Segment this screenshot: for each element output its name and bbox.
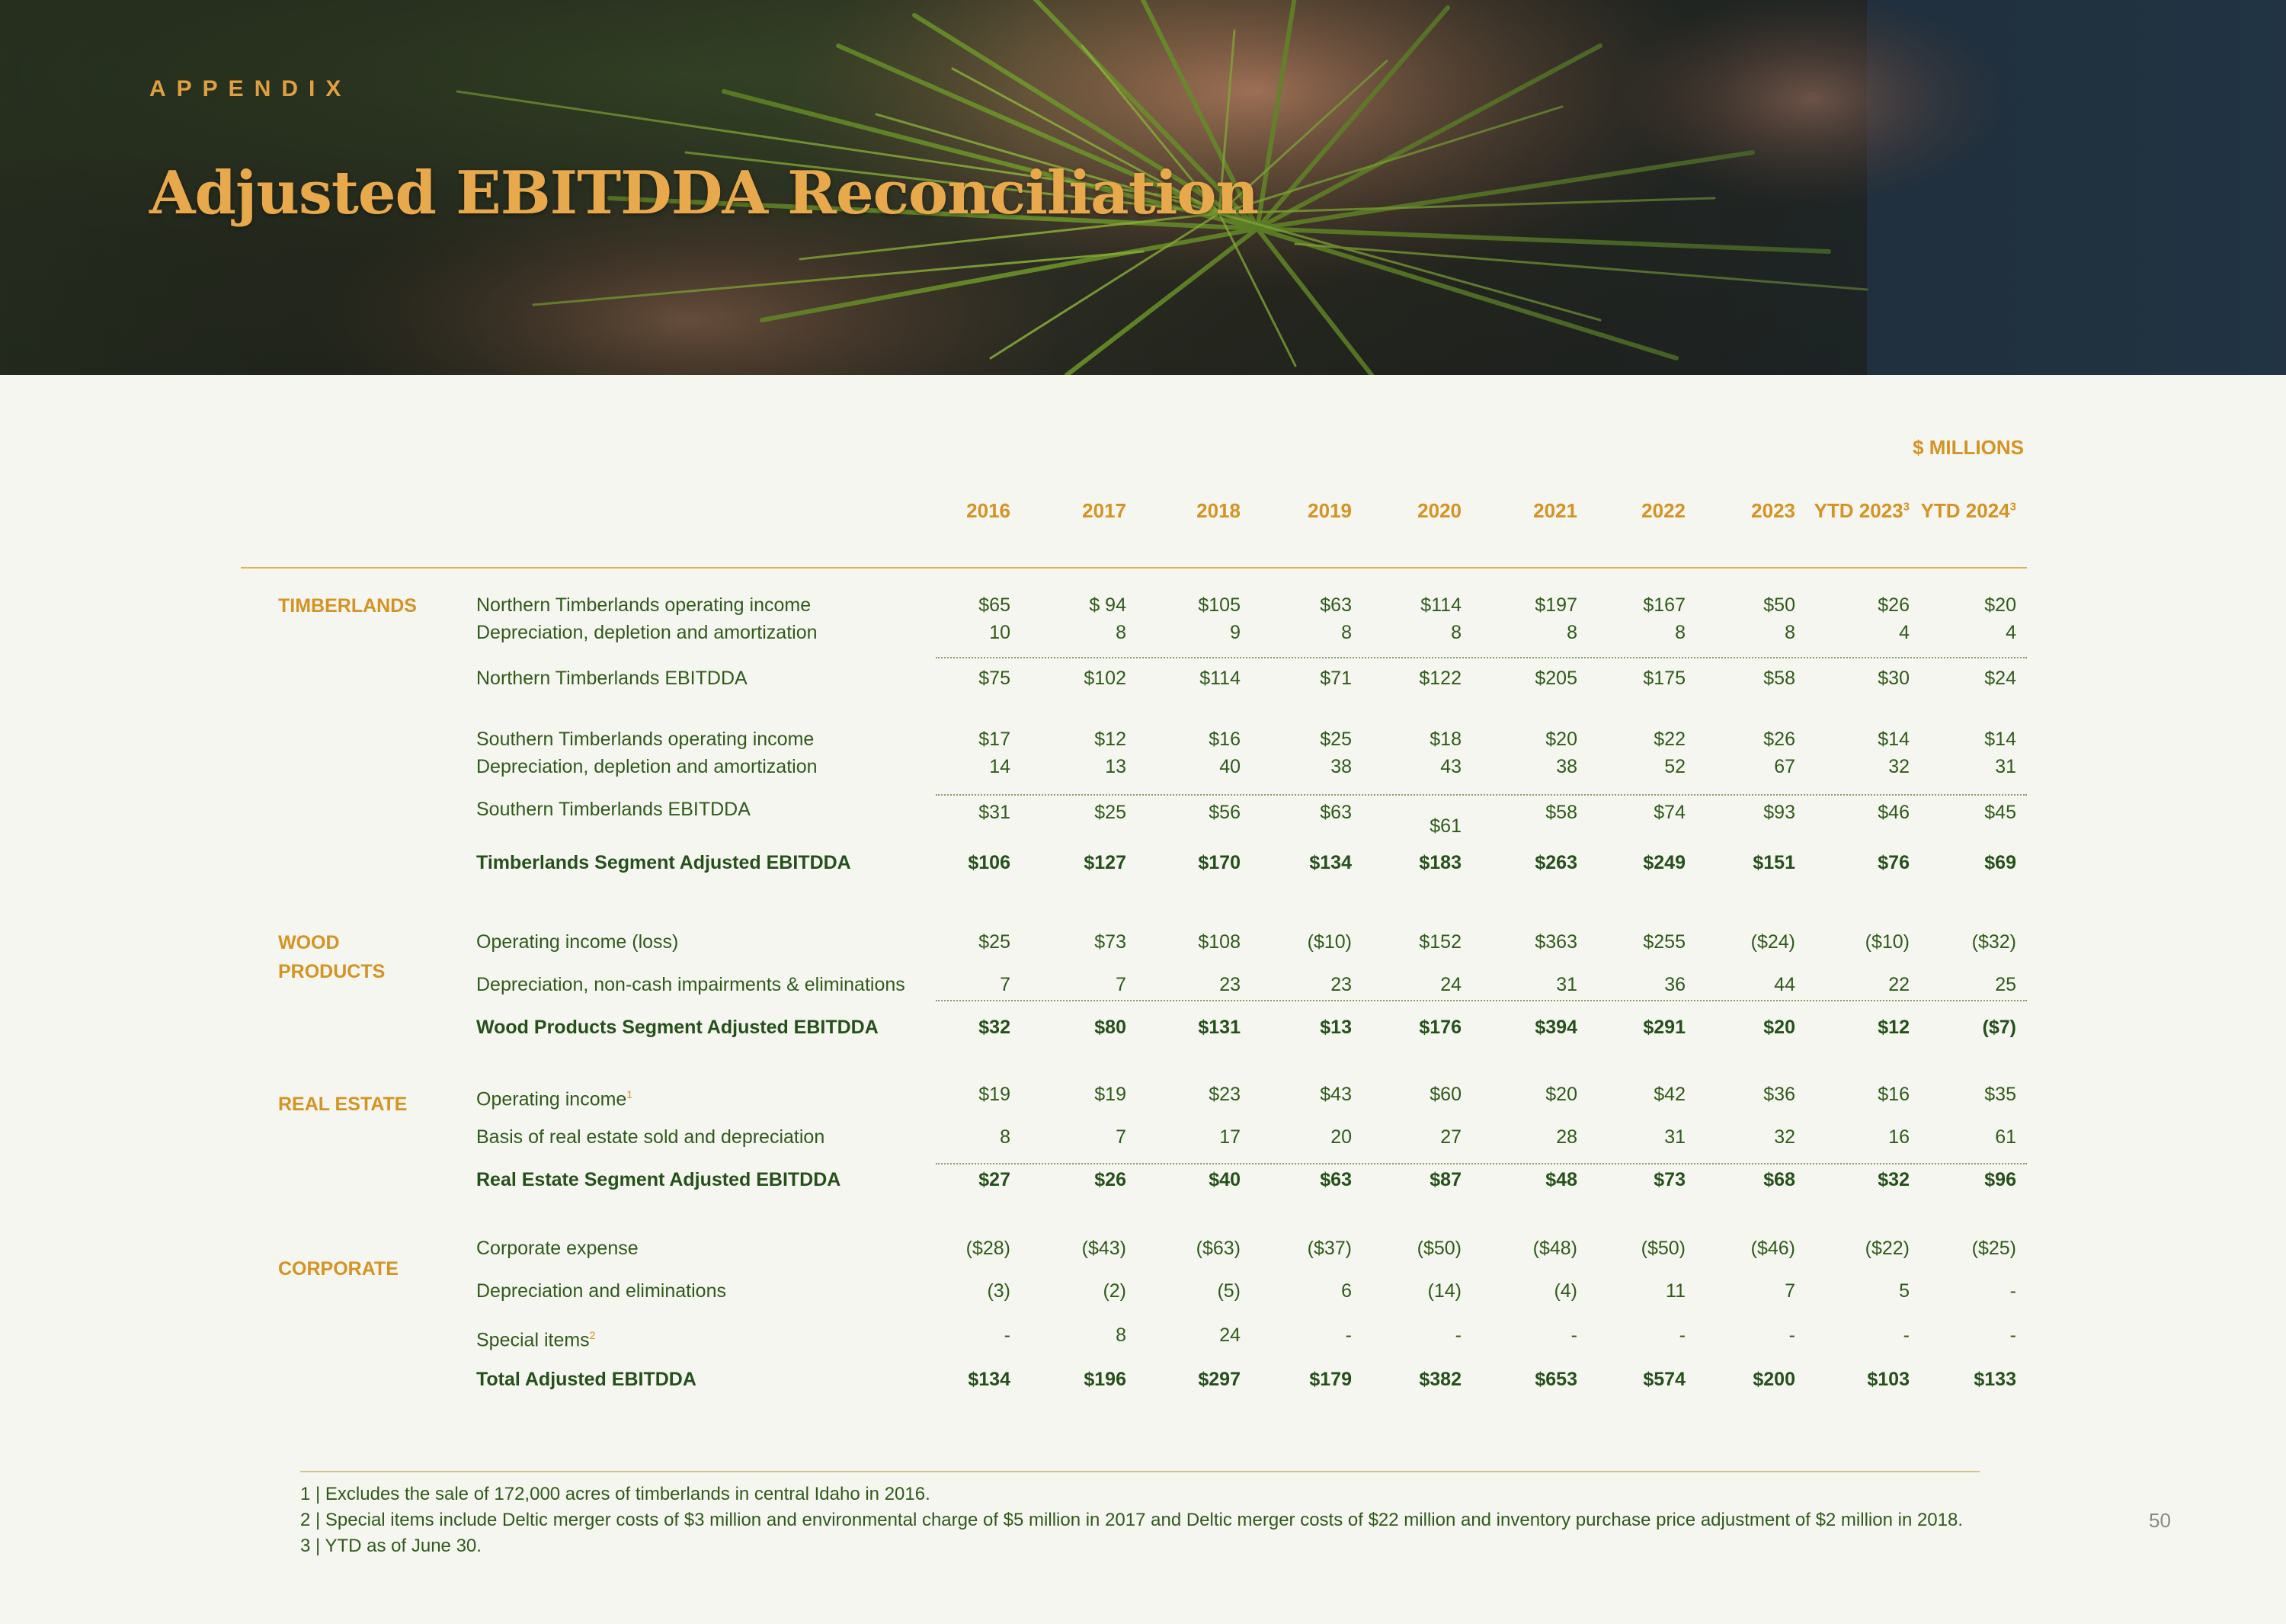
table-cell: $13 — [1320, 1017, 1352, 1038]
table-cell: $19 — [978, 1084, 1010, 1105]
table-cell: 8 — [1341, 622, 1352, 643]
table-cell: $176 — [1419, 1017, 1462, 1038]
table-cell: $43 — [1320, 1084, 1352, 1105]
header-banner — [0, 0, 2286, 375]
table-cell: $26 — [1763, 729, 1795, 750]
table-cell: $16 — [1209, 729, 1241, 750]
table-cell: (14) — [1427, 1280, 1462, 1302]
table-cell: 7 — [1116, 1126, 1126, 1148]
table-cell: $63 — [1320, 594, 1352, 616]
table-cell: $17 — [978, 729, 1010, 750]
year-header: 2022 — [1641, 499, 1686, 522]
row-label: Timberlands Segment Adjusted EBITDDA — [476, 852, 851, 873]
table-cell: $394 — [1535, 1017, 1577, 1038]
footnote: 1 | Excludes the sale of 172,000 acres of timberlands in central Idaho in 2016. — [300, 1484, 930, 1504]
table-cell: 32 — [1888, 756, 1910, 777]
table-cell: $152 — [1419, 931, 1462, 953]
table-cell: ($10) — [1307, 931, 1352, 953]
table-cell: 8 — [1116, 622, 1126, 643]
table-cell: 38 — [1330, 756, 1352, 777]
page-number: 50 — [2149, 1509, 2171, 1532]
table-cell: ($22) — [1865, 1238, 1910, 1259]
footnote-ref: 3 — [2009, 500, 2016, 514]
footnote-rule — [300, 1471, 1980, 1472]
footnote: 3 | YTD as of June 30. — [300, 1536, 482, 1556]
table-cell: $46 — [1878, 802, 1910, 823]
table-cell: ($25) — [1971, 1238, 2016, 1259]
table-cell: 13 — [1105, 756, 1126, 777]
table-cell: $363 — [1535, 931, 1577, 953]
footnote-ref: 1 — [626, 1088, 633, 1100]
table-cell: 44 — [1774, 974, 1795, 995]
table-cell: 4 — [2006, 622, 2016, 643]
subtotal-rule — [936, 1000, 2027, 1001]
table-cell: $68 — [1763, 1169, 1795, 1190]
row-label: Total Adjusted EBITDDA — [476, 1369, 696, 1390]
table-cell: $183 — [1419, 852, 1462, 873]
table-cell: $14 — [1984, 729, 2016, 750]
table-cell: $60 — [1430, 1084, 1462, 1105]
row-label: Northern Timberlands operating income — [476, 594, 812, 616]
table-cell: 8 — [1451, 622, 1462, 643]
row-label: Northern Timberlands EBITDDA — [476, 668, 748, 689]
section-label-corporate: CORPORATE — [278, 1258, 399, 1280]
table-cell: $22 — [1654, 729, 1686, 750]
table-cell: 24 — [1219, 1325, 1241, 1346]
table-cell: ($37) — [1307, 1238, 1352, 1259]
table-cell: $25 — [1320, 729, 1352, 750]
row-label: Depreciation and eliminations — [476, 1280, 726, 1302]
table-cell: $114 — [1420, 594, 1462, 616]
table-cell: $58 — [1763, 668, 1795, 689]
table-cell: $45 — [1984, 802, 2016, 823]
table-cell: ($50) — [1417, 1238, 1462, 1259]
row-label: Southern Timberlands operating income — [476, 729, 815, 750]
table-cell: 38 — [1556, 756, 1577, 777]
table-cell: $73 — [1094, 931, 1126, 953]
year-header: 2020 — [1417, 499, 1462, 522]
table-cell: 28 — [1556, 1126, 1577, 1148]
table-cell: 4 — [1899, 622, 1910, 643]
table-cell: $105 — [1198, 594, 1241, 616]
table-cell: $71 — [1320, 668, 1352, 689]
table-cell: $106 — [968, 852, 1010, 873]
table-cell: $151 — [1753, 852, 1795, 873]
table-cell: $653 — [1535, 1369, 1577, 1390]
table-cell: 10 — [989, 622, 1010, 643]
subtotal-rule — [936, 657, 2027, 658]
table-cell: 8 — [1785, 622, 1795, 643]
year-header: 2019 — [1308, 499, 1352, 522]
table-cell: $25 — [978, 931, 1010, 953]
row-label: Depreciation, non-cash impairments & eliminations — [476, 974, 905, 995]
footnote: 2 | Special items include Deltic merger costs of $3 million and environmental charge of $5 million in 2017 and Deltic merger costs of $22 million and inventory purchase price adjustment of $2 million in 2018. — [300, 1510, 1964, 1530]
table-cell: $255 — [1643, 931, 1686, 953]
table-cell: $16 — [1878, 1084, 1910, 1105]
table-cell: $20 — [1763, 1017, 1795, 1038]
table-cell: 40 — [1219, 756, 1241, 777]
table-cell: 31 — [1664, 1126, 1686, 1148]
year-header: 2021 — [1533, 499, 1577, 522]
year-header: 2016 — [966, 499, 1010, 522]
table-cell: $74 — [1654, 802, 1686, 823]
table-cell: $263 — [1535, 852, 1577, 873]
table-cell: $61 — [1430, 815, 1462, 837]
year-header: YTD 2024$^3$ — [1920, 499, 2016, 522]
table-cell: $40 — [1209, 1169, 1241, 1190]
table-cell: (4) — [1554, 1280, 1577, 1302]
table-cell: $249 — [1643, 852, 1686, 873]
table-cell: 8 — [1675, 622, 1686, 643]
table-cell: $179 — [1309, 1369, 1352, 1390]
row-label: Southern Timberlands EBITDDA — [476, 799, 751, 820]
table-cell: $134 — [1309, 852, 1352, 873]
table-cell: 8 — [1567, 622, 1577, 643]
table-cell: $18 — [1430, 729, 1462, 750]
table-cell: $32 — [1878, 1169, 1910, 1190]
table-cell: 36 — [1664, 974, 1686, 995]
table-cell: 52 — [1664, 756, 1686, 777]
table-cell: $87 — [1430, 1169, 1462, 1190]
footnote-ref: 2 — [589, 1329, 596, 1341]
table-cell: $42 — [1654, 1084, 1686, 1105]
table-cell: $170 — [1198, 852, 1241, 873]
table-cell: $131 — [1198, 1017, 1241, 1038]
year-header: 2023 — [1751, 499, 1795, 522]
table-cell: 14 — [989, 756, 1010, 777]
table-cell: 8 — [1000, 1126, 1010, 1148]
table-cell: ($46) — [1750, 1238, 1795, 1259]
row-label: Basis of real estate sold and depreciation — [476, 1126, 825, 1148]
table-cell: 11 — [1666, 1280, 1686, 1302]
table-cell: 20 — [1330, 1126, 1352, 1148]
table-cell: $103 — [1867, 1369, 1910, 1390]
table-cell: 17 — [1219, 1126, 1241, 1148]
table-cell: 7 — [1116, 974, 1126, 995]
table-cell: ($43) — [1081, 1238, 1126, 1259]
table-cell: $20 — [1545, 1084, 1577, 1105]
table-cell: - — [1345, 1325, 1352, 1346]
table-cell: $69 — [1984, 852, 2016, 873]
table-cell: (3) — [987, 1280, 1010, 1302]
table-cell: 27 — [1440, 1126, 1462, 1148]
table-cell: $12 — [1878, 1017, 1910, 1038]
table-cell: (5) — [1217, 1280, 1241, 1302]
table-cell: $574 — [1643, 1369, 1686, 1390]
table-cell: 32 — [1774, 1126, 1795, 1148]
table-cell: ($24) — [1750, 931, 1795, 953]
year-header: 2018 — [1196, 499, 1241, 522]
table-cell: $14 — [1878, 729, 1910, 750]
table-cell: $382 — [1419, 1369, 1462, 1390]
table-cell: $27 — [978, 1169, 1010, 1190]
table-cell: - — [1570, 1325, 1577, 1346]
row-label: Special items$^2$ — [476, 1329, 596, 1351]
table-cell: $20 — [1545, 729, 1577, 750]
table-cell: $76 — [1878, 852, 1910, 873]
table-cell: - — [2009, 1325, 2016, 1346]
row-label: Real Estate Segment Adjusted EBITDDA — [476, 1169, 841, 1190]
table-cell: - — [1004, 1325, 1010, 1346]
table-cell: $133 — [1974, 1369, 2016, 1390]
table-cell: - — [1903, 1325, 1910, 1346]
table-cell: $19 — [1094, 1084, 1126, 1105]
subtotal-rule — [936, 1163, 2027, 1164]
table-cell: $297 — [1198, 1369, 1241, 1390]
table-cell: ($48) — [1532, 1238, 1577, 1259]
row-label: Wood Products Segment Adjusted EBITDDA — [476, 1017, 879, 1038]
table-cell: $134 — [968, 1369, 1010, 1390]
subtotal-rule — [936, 794, 2027, 796]
table-cell: 61 — [1995, 1126, 2016, 1148]
table-cell: 7 — [1000, 974, 1010, 995]
table-cell: $56 — [1209, 802, 1241, 823]
row-label: Corporate expense — [476, 1238, 639, 1259]
section-label-timberlands: TIMBERLANDS — [278, 595, 417, 617]
table-cell: $25 — [1094, 802, 1126, 823]
table-cell: $ 94 — [1089, 594, 1126, 616]
table-cell: 23 — [1330, 974, 1352, 995]
table-cell: $36 — [1763, 1084, 1795, 1105]
table-cell: (2) — [1103, 1280, 1126, 1302]
table-cell: $24 — [1984, 668, 2016, 689]
table-cell: 6 — [1341, 1280, 1352, 1302]
table-cell: - — [2009, 1280, 2016, 1302]
table-cell: $63 — [1320, 802, 1352, 823]
table-cell: 22 — [1888, 974, 1910, 995]
units-label: $ MILLIONS — [1913, 436, 2024, 459]
table-cell: $200 — [1753, 1369, 1795, 1390]
year-header: 2017 — [1082, 499, 1126, 522]
table-cell: $175 — [1643, 668, 1686, 689]
table-cell: $73 — [1654, 1169, 1686, 1190]
table-cell: 8 — [1116, 1325, 1126, 1346]
table-cell: $114 — [1199, 668, 1241, 689]
table-cell: $96 — [1984, 1169, 2016, 1190]
table-cell: 9 — [1230, 622, 1241, 643]
table-cell: $30 — [1878, 668, 1910, 689]
table-cell: 25 — [1995, 974, 2016, 995]
table-cell: - — [1455, 1325, 1462, 1346]
table-cell: $26 — [1094, 1169, 1126, 1190]
year-header: YTD 2023$^3$ — [1814, 499, 1910, 522]
table-cell: 23 — [1219, 974, 1241, 995]
table-cell: $196 — [1084, 1369, 1126, 1390]
table-cell: $58 — [1545, 802, 1577, 823]
table-cell: $63 — [1320, 1169, 1352, 1190]
table-cell: $50 — [1763, 594, 1795, 616]
table-cell: $102 — [1084, 668, 1126, 689]
table-cell: $127 — [1084, 852, 1126, 873]
footnotes — [300, 1481, 1963, 1559]
table-cell: $197 — [1535, 594, 1577, 616]
table-cell: $12 — [1094, 729, 1126, 750]
table-cell: ($7) — [1982, 1017, 2016, 1038]
table-cell: 5 — [1899, 1280, 1910, 1302]
page-title: Adjusted EBITDDA Reconciliation — [149, 159, 1259, 228]
table-cell: $48 — [1545, 1169, 1577, 1190]
table-cell: $23 — [1209, 1084, 1241, 1105]
table-cell: 24 — [1440, 974, 1462, 995]
table-cell: $32 — [978, 1017, 1010, 1038]
table-cell: $75 — [978, 668, 1010, 689]
section-label-realestate: REAL ESTATE — [278, 1094, 408, 1115]
table-cell: $26 — [1878, 594, 1910, 616]
table-cell: ($10) — [1865, 931, 1910, 953]
table-cell: $93 — [1763, 802, 1795, 823]
table-cell: ($28) — [965, 1238, 1010, 1259]
table-cell: $205 — [1535, 668, 1577, 689]
table-cell: $108 — [1198, 931, 1241, 953]
table-cell: $20 — [1984, 594, 2016, 616]
header-rule — [241, 567, 2027, 569]
table-cell: 16 — [1888, 1126, 1910, 1148]
row-label: Depreciation, depletion and amortization — [476, 756, 818, 777]
table-cell: $35 — [1984, 1084, 2016, 1105]
table-cell: 67 — [1774, 756, 1795, 777]
table-cell: - — [1679, 1325, 1686, 1346]
table-cell: $167 — [1643, 594, 1686, 616]
row-label: Operating income$^1$ — [476, 1088, 633, 1110]
footnote-ref: 3 — [1903, 500, 1910, 514]
table-cell: $65 — [978, 594, 1010, 616]
table-cell: 31 — [1556, 974, 1577, 995]
table-cell: 7 — [1785, 1280, 1795, 1302]
table-cell: $291 — [1643, 1017, 1686, 1038]
table-cell: $31 — [978, 802, 1010, 823]
table-cell: ($63) — [1196, 1238, 1241, 1259]
section-label-wood: WOOD PRODUCTS — [278, 932, 386, 982]
table-cell: ($50) — [1641, 1238, 1686, 1259]
row-label: Depreciation, depletion and amortization — [476, 622, 818, 643]
table-cell: $122 — [1419, 668, 1462, 689]
table-cell: ($32) — [1971, 931, 2016, 953]
table-cell: - — [1788, 1325, 1795, 1346]
table-cell: 31 — [1995, 756, 2016, 777]
section-eyebrow: APPENDIX — [149, 76, 352, 101]
row-label: Operating income (loss) — [476, 931, 679, 953]
table-cell: 43 — [1440, 756, 1462, 777]
table-cell: $80 — [1094, 1017, 1126, 1038]
